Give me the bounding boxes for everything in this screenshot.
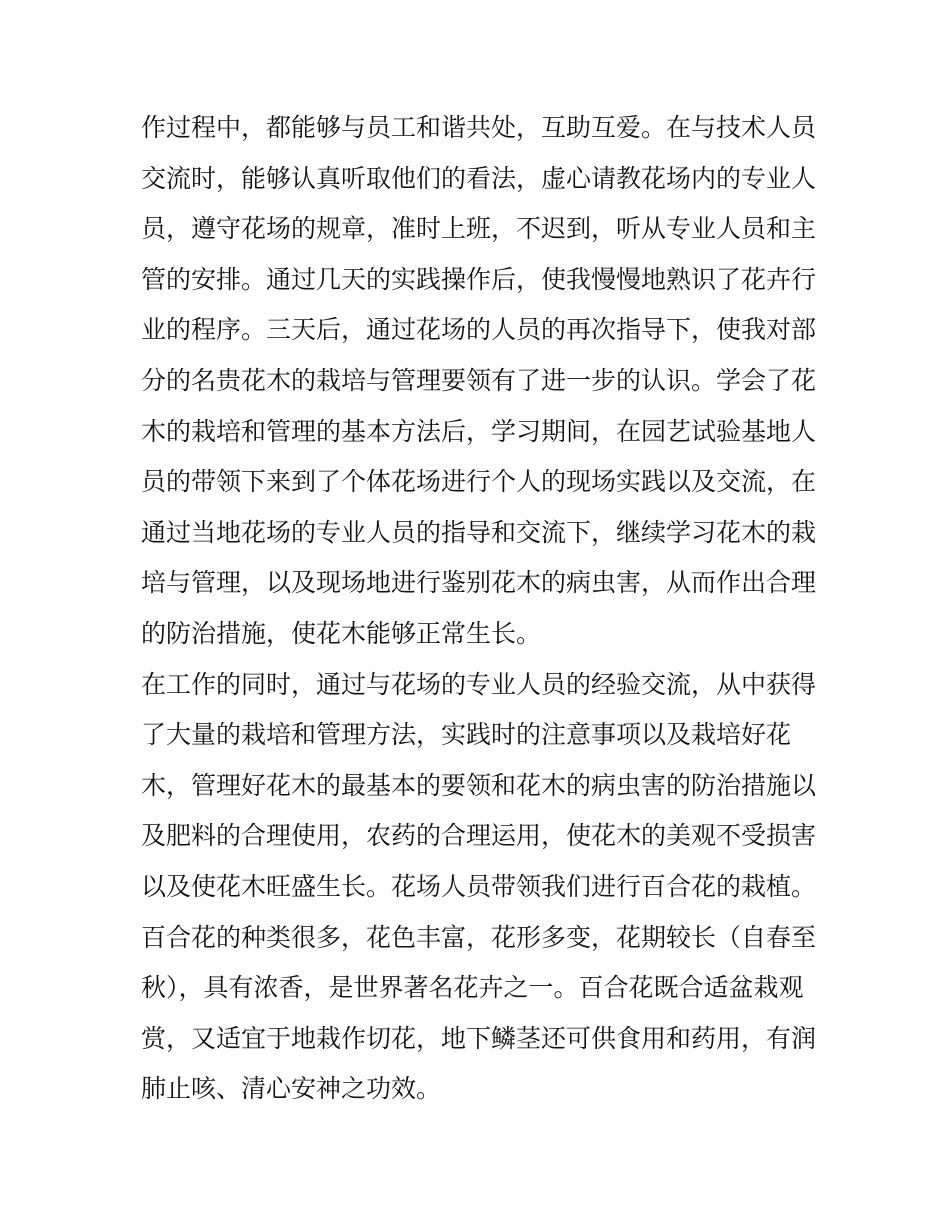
text-line-15: 及肥料的合理使用，农药的合理运用，使花木的美观不受损害 (141, 821, 817, 851)
body-text (141, 103, 821, 1115)
text-line-20: 肺止咳、清心安神之功效。 (141, 1074, 442, 1104)
text-line-9: 通过当地花场的专业人员的指导和交流下，继续学习花木的栽 (141, 517, 817, 547)
text-line-5: 业的程序。三天后，通过花场的人员的再次指导下，使我对部 (141, 315, 817, 345)
text-line-17: 百合花的种类很多，花色丰富，花形多变，花期较长（自春至 (141, 922, 817, 952)
text-line-6: 分的名贵花木的栽培与管理要领有了进一步的认识。学会了花 (141, 365, 817, 395)
text-line-10: 培与管理，以及现场地进行鉴别花木的病虫害，从而作出合理 (141, 568, 817, 598)
text-line-19: 赏，又适宜于地栽作切花，地下鳞茎还可供食用和药用，有润 (141, 1023, 817, 1053)
text-line-4: 管的安排。通过几天的实践操作后，使我慢慢地熟识了花卉行 (141, 264, 817, 294)
text-line-2: 交流时，能够认真听取他们的看法，虚心请教花场内的专业人 (141, 163, 817, 193)
text-line-16: 以及使花木旺盛生长。花场人员带领我们进行百合花的栽植。 (141, 871, 817, 901)
text-line-18: 秋），具有浓香，是世界著名花卉之一。百合花既合适盆栽观 (141, 973, 804, 1003)
text-line-13: 了大量的栽培和管理方法，实践时的注意事项以及栽培好花 (141, 720, 792, 750)
text-line-3: 员，遵守花场的规章，准时上班，不迟到，听从专业人员和主 (141, 214, 817, 244)
text-line-7: 木的栽培和管理的基本方法后，学习期间，在园艺试验基地人 (141, 416, 817, 446)
text-line-11: 的防治措施，使花木能够正常生长。 (141, 618, 542, 648)
text-line-1: 作过程中，都能够与员工和谐共处，互助互爱。在与技术人员 (141, 113, 817, 142)
text-line-14: 木，管理好花木的最基本的要领和花木的病虫害的防治措施以 (141, 770, 817, 800)
text-line-12: 在工作的同时，通过与花场的专业人员的经验交流，从中获得 (141, 669, 817, 699)
text-line-8: 员的带领下来到了个体花场进行个人的现场实践以及交流，在 (141, 467, 817, 497)
